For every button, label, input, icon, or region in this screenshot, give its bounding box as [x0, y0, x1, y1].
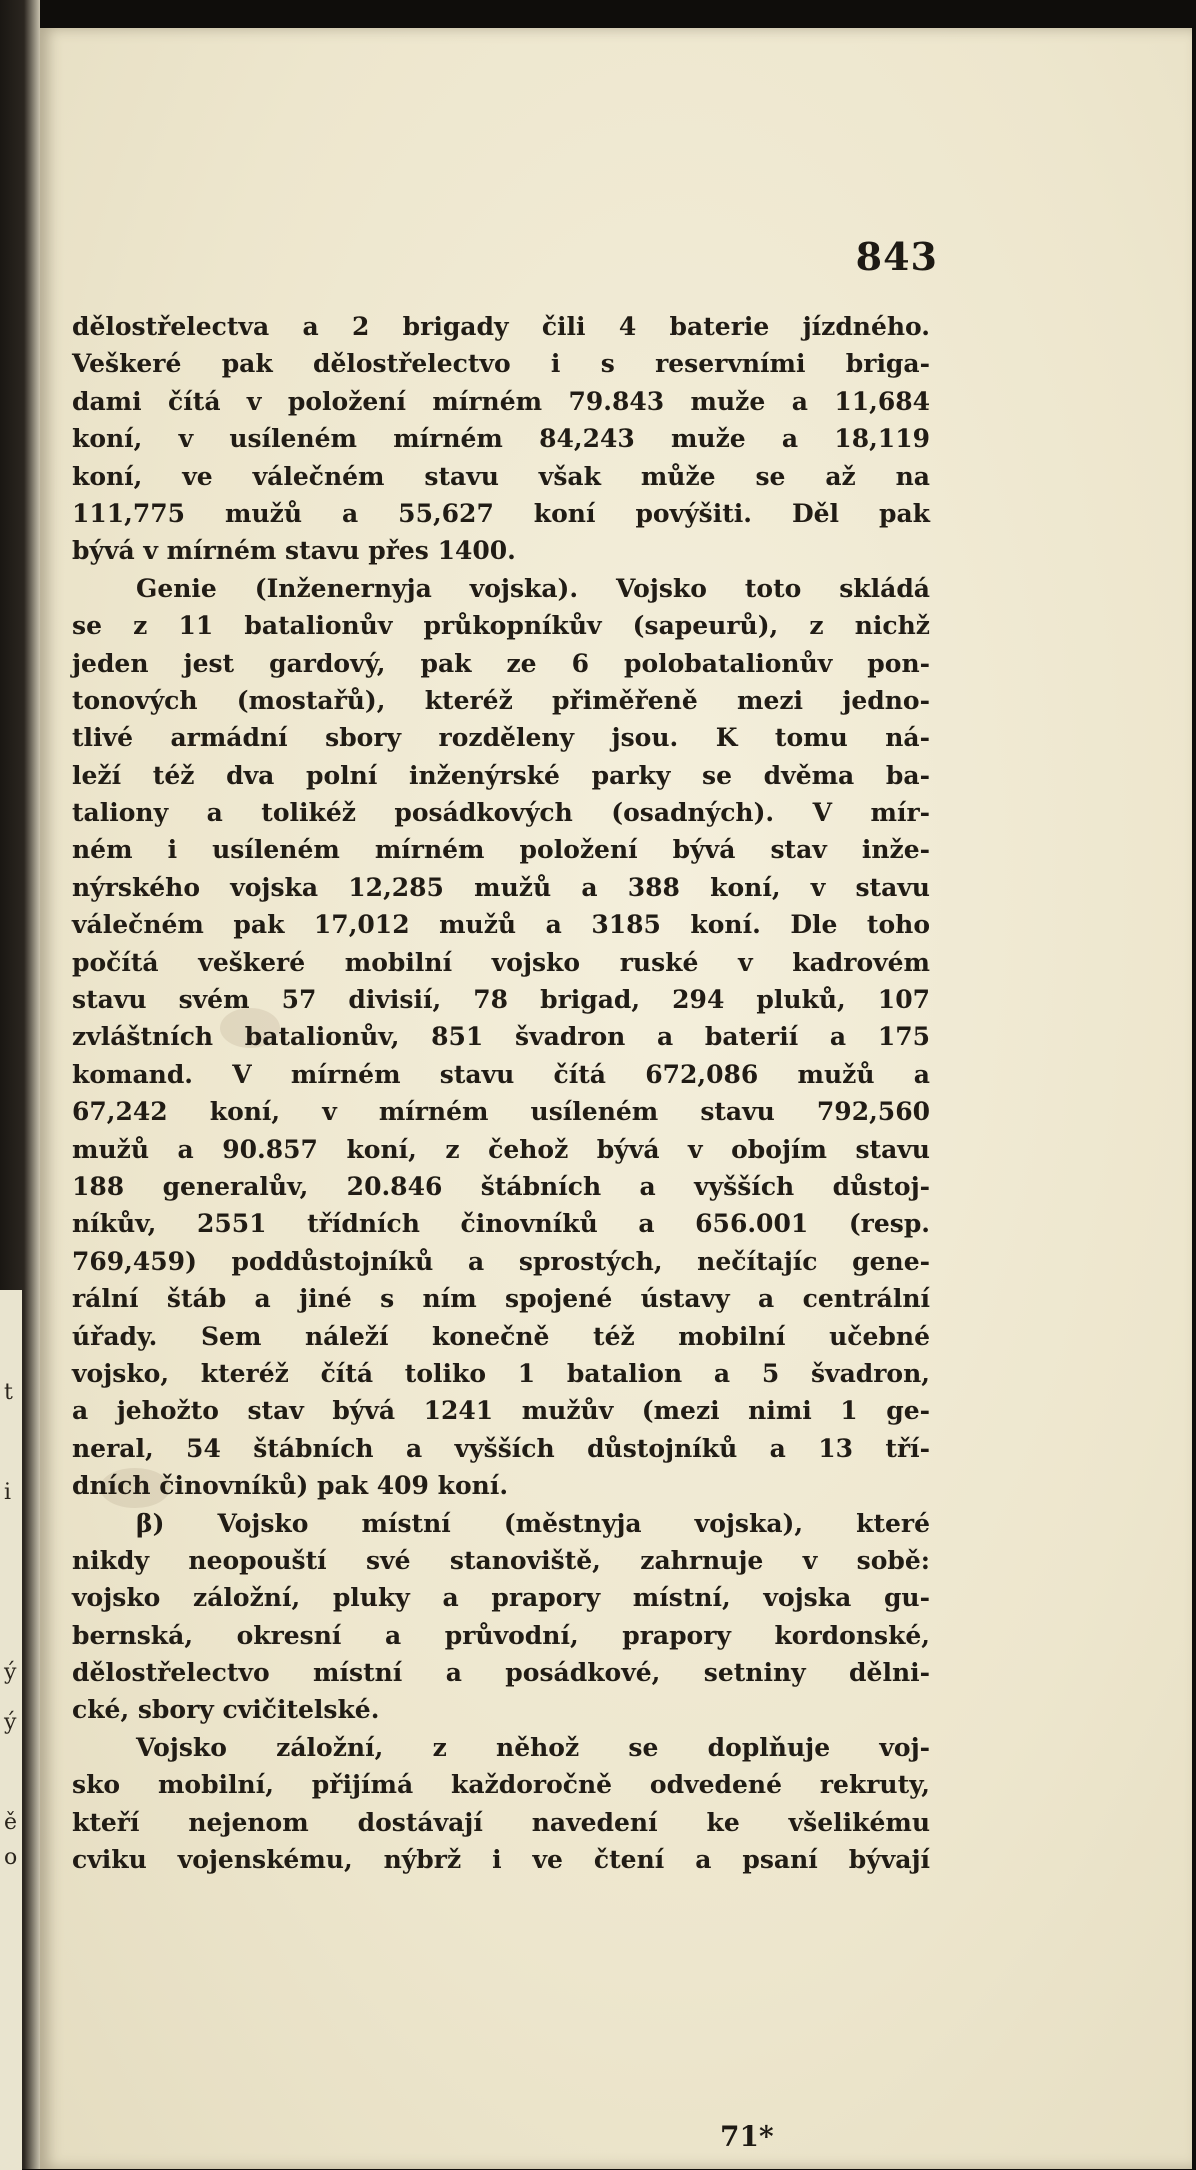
- text-line: 769,459) poddůstojníků a sprostých, nečítajíc gene-: [72, 1246, 930, 1276]
- text-line: nýrského vojska 12,285 mužů a 388 koní, v stavu: [72, 872, 930, 902]
- text-line: jeden jest gardový, pak ze 6 polobatalionův pon-: [72, 648, 930, 678]
- signature-mark: 71*: [720, 2120, 774, 2153]
- margin-mark: t: [4, 1380, 13, 1405]
- text-line: tlivé armádní sbory rozděleny jsou. K tomu ná-: [72, 723, 930, 753]
- text-line: úřady. Sem náleží konečně též mobilní učebné: [72, 1321, 930, 1351]
- text-line: 111,775 mužů a 55,627 koní povýšiti. Děl pak: [72, 498, 930, 528]
- text-line: vojsko, kteréž čítá toliko 1 batalion a 5 švadron,: [72, 1358, 930, 1388]
- margin-mark: ý: [4, 1710, 17, 1735]
- text-line: cké, sbory cvičitelské.: [72, 1695, 380, 1725]
- page-number: 843: [855, 234, 938, 279]
- text-line: Veškeré pak dělostřelectvo i s reservními briga-: [72, 349, 930, 379]
- text-line: neral, 54 štábních a vyšších důstojníků a 13 tří-: [72, 1433, 930, 1463]
- text-line: sko mobilní, přijímá každoročně odvedené rekruty,: [72, 1770, 930, 1800]
- text-line: bernská, okresní a průvodní, prapory kordonské,: [72, 1620, 930, 1650]
- text-line: dami čítá v položení mírném 79.843 muže a 11,684: [72, 386, 930, 416]
- section-heading-line: Genie (Inženernyja vojska). Vojsko toto skládá: [136, 573, 930, 603]
- text-line: níkův, 2551 třídních činovníků a 656.001 (resp.: [72, 1209, 930, 1239]
- text-line: vojsko záložní, pluky a prapory místní, vojska gu-: [72, 1583, 930, 1613]
- body-text: [72, 308, 930, 1878]
- previous-page-edge: [0, 1290, 22, 2170]
- margin-mark: o: [4, 1845, 18, 1870]
- text-line: taliony a tolikéž posádkových (osadných). V mír-: [72, 798, 930, 828]
- text-line: zvláštních batalionův, 851 švadron a baterií a 175: [72, 1022, 930, 1052]
- margin-mark: ě: [4, 1810, 18, 1835]
- section-heading-line: β) Vojsko místní (městnyja vojska), které: [136, 1508, 930, 1538]
- text-line: kteří nejenom dostávají navedení ke všelikému: [72, 1807, 930, 1837]
- margin-mark: i: [4, 1480, 12, 1505]
- text-line: cviku vojenskému, nýbrž i ve čtení a psaní bývají: [72, 1845, 930, 1875]
- text-line: dělostřelectvo místní a posádkové, setniny dělni-: [72, 1658, 930, 1688]
- text-line: komand. V mírném stavu čítá 672,086 mužů a: [72, 1059, 930, 1089]
- section-heading-line: Vojsko záložní, z něhož se doplňuje voj-: [136, 1732, 930, 1762]
- text-line: koní, ve válečném stavu však může se až na: [72, 461, 930, 491]
- text-line: počítá veškeré mobilní vojsko ruské v kadrovém: [72, 947, 930, 977]
- text-line: a jehožto stav bývá 1241 mužův (mezi nimi 1 ge-: [72, 1396, 930, 1426]
- text-line: 188 generalův, 20.846 štábních a vyšších důstoj-: [72, 1171, 930, 1201]
- text-line: leží též dva polní inženýrské parky se dvěma ba-: [72, 760, 930, 790]
- text-line: koní, v usíleném mírném 84,243 muže a 18,119: [72, 424, 930, 454]
- text-line: rální štáb a jiné s ním spojené ústavy a centrální: [72, 1284, 930, 1314]
- margin-mark: ý: [4, 1660, 17, 1685]
- text-line: se z 11 batalionův průkopníkův (sapeurů), z nichž: [72, 611, 930, 641]
- text-line: bývá v mírném stavu přes 1400.: [72, 536, 516, 566]
- text-line: dních činovníků) pak 409 koní.: [72, 1471, 509, 1501]
- text-line: stavu svém 57 divisií, 78 brigad, 294 pluků, 107: [72, 985, 930, 1015]
- text-line: mužů a 90.857 koní, z čehož bývá v obojím stavu: [72, 1134, 930, 1164]
- text-line: tonových (mostařů), kteréž přiměřeně mezi jedno-: [72, 685, 930, 715]
- text-line: 67,242 koní, v mírném usíleném stavu 792,560: [72, 1097, 930, 1127]
- text-line: nikdy neopouští své stanoviště, zahrnuje v sobě:: [72, 1545, 930, 1575]
- text-line: válečném pak 17,012 mužů a 3185 koní. Dle toho: [72, 910, 930, 940]
- text-line: ném i usíleném mírném položení bývá stav inže-: [72, 835, 930, 865]
- text-line: dělostřelectva a 2 brigady čili 4 baterie jízdného.: [72, 312, 930, 341]
